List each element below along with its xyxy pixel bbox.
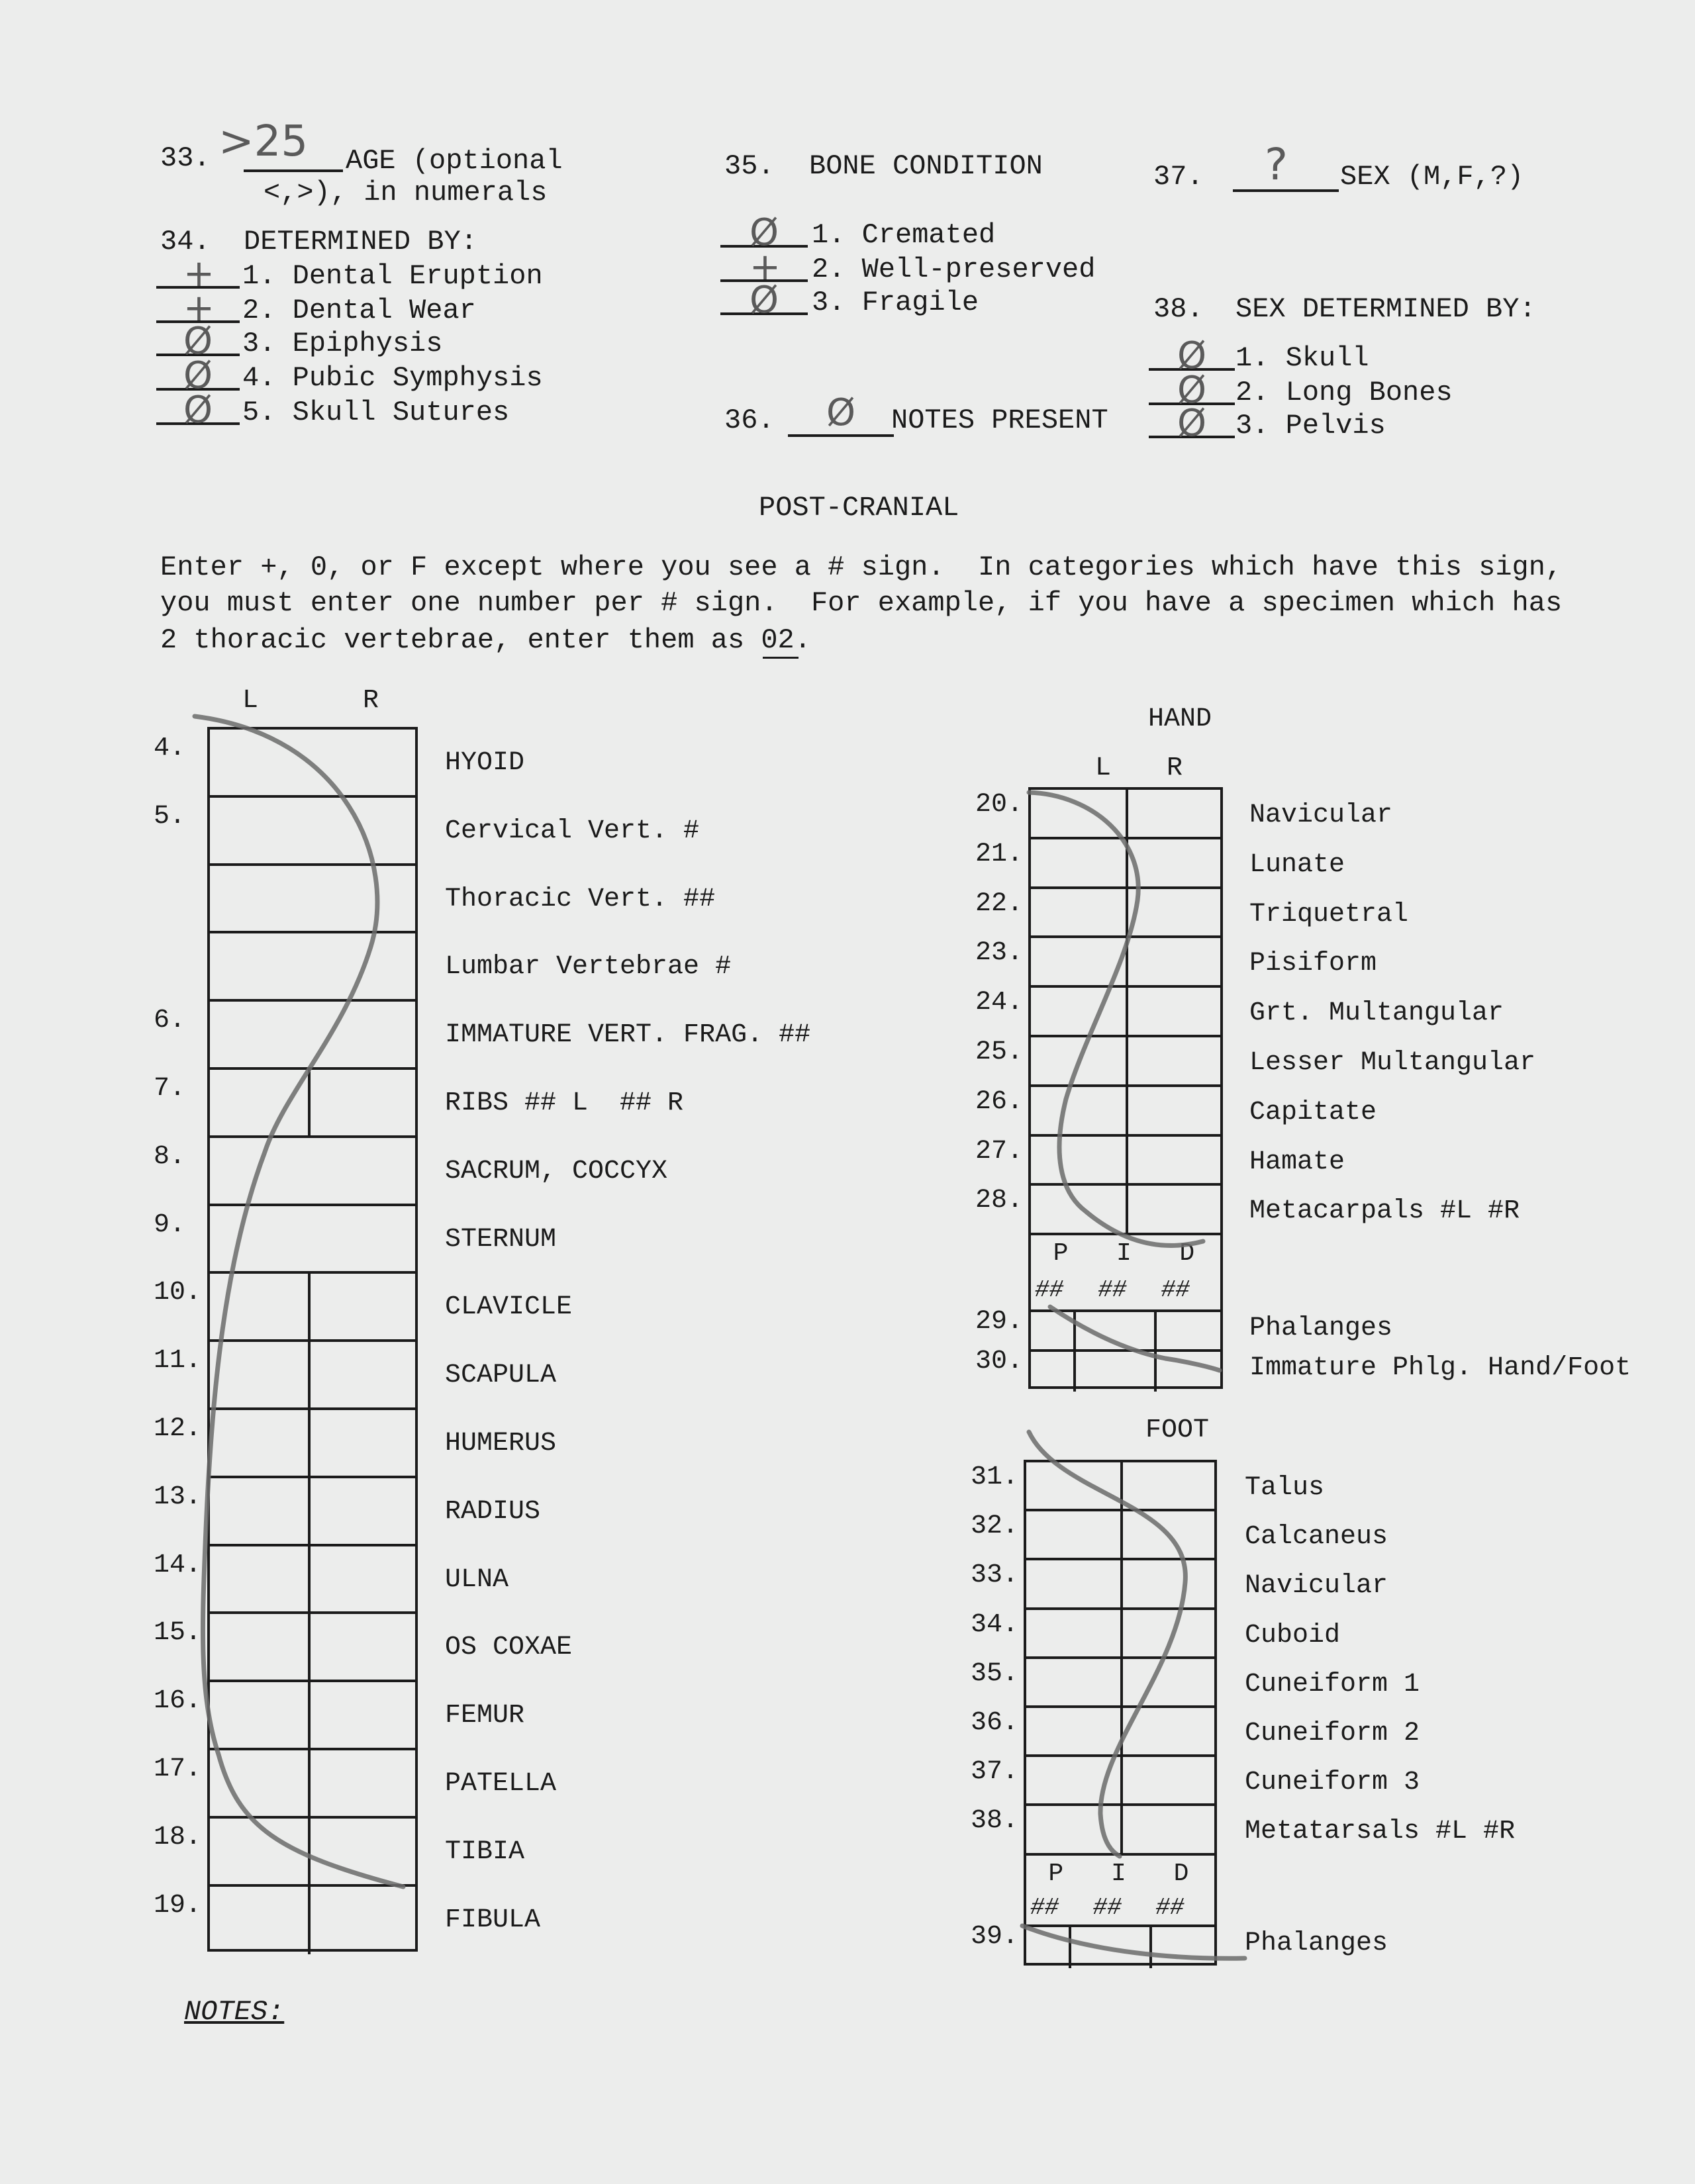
instructions-line-2: you must enter one number per # sign. For example, if you have a specimen which has	[160, 587, 1563, 619]
q35-item-label: 1. Cremated	[812, 219, 996, 251]
row-label: SCAPULA	[445, 1360, 557, 1391]
notes-present-blank	[788, 434, 894, 437]
left-side-cell[interactable]	[1026, 1560, 1120, 1609]
grid-row	[210, 931, 415, 1002]
row-number: 32.	[971, 1511, 1019, 1542]
row-number: 19.	[154, 1890, 202, 1921]
pid-number-sign: ##	[1161, 1276, 1190, 1304]
grid-row	[210, 999, 415, 1070]
grid-row	[210, 1271, 415, 1342]
pid-number-sign: ##	[1155, 1893, 1185, 1921]
right-side-cell[interactable]	[1128, 1137, 1220, 1186]
phalanges-cell[interactable]	[1031, 1352, 1073, 1392]
left-side-cell[interactable]	[1031, 1186, 1126, 1235]
right-side-cell[interactable]	[1123, 1610, 1214, 1659]
q37-number: 37.	[1153, 161, 1204, 193]
row-label: Hamate	[1249, 1147, 1345, 1177]
grid-row	[210, 1067, 415, 1138]
hand-phalanges-row	[1031, 1309, 1220, 1352]
hand-grid-row	[1031, 1084, 1220, 1137]
foot-grid-row	[1026, 1509, 1214, 1560]
row-label: Cuboid	[1245, 1620, 1341, 1650]
cell-divider	[1073, 1352, 1076, 1392]
phalanges-cell[interactable]	[1152, 1927, 1214, 1968]
left-side-cell[interactable]	[1026, 1610, 1120, 1659]
row-number: 30.	[975, 1347, 1024, 1377]
q34-mark[interactable]: +	[183, 252, 215, 295]
right-side-cell[interactable]	[1128, 938, 1220, 988]
foot-inventory-grid	[1024, 1460, 1217, 1966]
left-side-cell[interactable]	[1031, 938, 1126, 988]
q35-mark[interactable]: +	[750, 246, 781, 289]
foot-grid-row	[1026, 1607, 1214, 1659]
cell-divider	[1154, 1352, 1157, 1392]
q36-number: 36.	[724, 404, 775, 436]
row-label: SACRUM, COCCYX	[445, 1156, 668, 1186]
phalanges-cell[interactable]	[1076, 1352, 1154, 1392]
left-side-cell[interactable]	[210, 1750, 308, 1819]
q35-title: BONE CONDITION	[809, 150, 1043, 182]
row-number: 39.	[971, 1921, 1019, 1952]
grid-row	[210, 1748, 415, 1819]
hand-grid-row	[1031, 886, 1220, 939]
right-side-cell[interactable]	[311, 1682, 415, 1750]
q38-item-label: 2. Long Bones	[1235, 377, 1453, 408]
pid-number-sign: ##	[1030, 1893, 1059, 1921]
row-label: IMMATURE VERT. FRAG. ##	[445, 1020, 811, 1051]
right-side-cell[interactable]	[1123, 1806, 1214, 1855]
row-label: Talus	[1245, 1473, 1325, 1503]
grid-row	[210, 727, 415, 798]
q38-title: SEX DETERMINED BY:	[1235, 293, 1536, 325]
entry-cell[interactable]	[210, 1138, 415, 1206]
row-number: 20.	[975, 790, 1024, 820]
row-label: Metacarpals #L #R	[1249, 1196, 1520, 1227]
age-label-2: <,>), in numerals	[264, 177, 548, 209]
row-label: Lumbar Vertebrae #	[445, 952, 732, 982]
row-label: Phalanges	[1245, 1928, 1388, 1958]
age-value[interactable]: >25	[218, 117, 309, 166]
hand-grid-row	[1031, 935, 1220, 988]
left-side-cell[interactable]	[1031, 1137, 1126, 1186]
row-number: 9.	[154, 1210, 186, 1240]
grid-row	[210, 1680, 415, 1750]
q34-title: DETERMINED BY:	[244, 226, 477, 258]
q33-number: 33.	[160, 142, 211, 174]
q38-item-label: 1. Skull	[1235, 342, 1369, 374]
grid-row	[210, 795, 415, 866]
row-number: 28.	[975, 1186, 1024, 1216]
grid-row	[210, 1204, 415, 1274]
q34-item-label: 4. Pubic Symphysis	[242, 362, 543, 394]
right-side-cell[interactable]	[1128, 839, 1220, 889]
left-side-cell[interactable]	[210, 1342, 308, 1410]
q38-item-label: 3. Pelvis	[1235, 410, 1386, 442]
row-number: 36.	[971, 1708, 1019, 1738]
row-label: FIBULA	[445, 1905, 541, 1935]
foot-grid-row	[1026, 1705, 1214, 1757]
row-number: 13.	[154, 1482, 202, 1512]
q34-mark[interactable]: Ø	[183, 320, 213, 363]
row-label: Triquetral	[1249, 899, 1409, 929]
row-number: 21.	[975, 839, 1024, 869]
age-label: AGE (optional	[346, 145, 563, 177]
row-number: 17.	[154, 1754, 202, 1784]
row-number: 7.	[154, 1074, 186, 1104]
left-side-cell[interactable]	[210, 1682, 308, 1750]
left-side-cell[interactable]	[1026, 1708, 1120, 1757]
row-number: 24.	[975, 988, 1024, 1018]
row-number: 16.	[154, 1686, 202, 1717]
q38-number: 38.	[1153, 293, 1204, 325]
row-label: Lunate	[1249, 849, 1345, 880]
q35-number: 35.	[724, 150, 775, 182]
cell-divider	[1069, 1927, 1071, 1968]
row-number: 37.	[971, 1757, 1019, 1787]
q34-item-label: 3. Epiphysis	[242, 328, 443, 359]
row-label: Thoracic Vert. ##	[445, 884, 716, 914]
right-side-cell[interactable]	[311, 1546, 415, 1615]
row-number: 23.	[975, 938, 1024, 969]
row-label: Cuneiform 1	[1245, 1669, 1420, 1699]
row-number: 8.	[154, 1141, 186, 1172]
foot-grid-row	[1026, 1754, 1214, 1806]
left-side-cell[interactable]	[210, 1819, 308, 1887]
right-side-cell[interactable]	[1128, 1037, 1220, 1087]
entry-cell[interactable]	[210, 866, 415, 934]
right-side-cell[interactable]	[1128, 889, 1220, 939]
pid-number-sign: ##	[1098, 1276, 1127, 1304]
pid-label: D	[1173, 1859, 1189, 1888]
row-number: 14.	[154, 1550, 202, 1580]
row-label: Calcaneus	[1245, 1522, 1388, 1552]
left-side-cell[interactable]	[1031, 889, 1126, 939]
row-number: 38.	[971, 1806, 1019, 1836]
right-side-cell[interactable]	[1123, 1460, 1214, 1511]
foot-pid-header	[1026, 1853, 1214, 1927]
row-number: 27.	[975, 1136, 1024, 1166]
cell-divider	[1149, 1927, 1152, 1968]
left-side-cell[interactable]	[210, 1546, 308, 1615]
left-side-cell[interactable]	[1026, 1511, 1120, 1560]
left-side-cell[interactable]	[1031, 988, 1126, 1037]
right-side-cell[interactable]	[311, 1274, 415, 1342]
entry-cell[interactable]	[210, 1002, 415, 1070]
right-side-cell[interactable]	[311, 1750, 415, 1819]
right-side-cell[interactable]	[311, 1342, 415, 1410]
row-number: 11.	[154, 1346, 202, 1376]
grid-row	[210, 1816, 415, 1887]
hand-grid-row	[1031, 837, 1220, 889]
row-number: 12.	[154, 1414, 202, 1444]
row-number: 29.	[975, 1307, 1024, 1337]
left-side-cell[interactable]	[1031, 1087, 1126, 1137]
grid-row	[210, 1544, 415, 1615]
right-side-cell[interactable]	[311, 1070, 415, 1138]
pid-number-sign: ##	[1092, 1893, 1122, 1921]
hand-column-l-header: L	[1095, 753, 1112, 783]
hand-phalanges-row	[1031, 1349, 1220, 1392]
phalanges-cell[interactable]	[1157, 1352, 1220, 1392]
row-label: STERNUM	[445, 1224, 557, 1255]
row-label: CLAVICLE	[445, 1292, 573, 1323]
row-label: Grt. Multangular	[1249, 998, 1504, 1029]
foot-grid-row	[1026, 1460, 1214, 1511]
right-side-cell[interactable]	[1128, 988, 1220, 1037]
row-label: ULNA	[445, 1564, 509, 1595]
right-side-cell[interactable]	[311, 1410, 415, 1478]
instructions-line-3: 2 thoracic vertebrae, enter them as 02.	[160, 624, 811, 656]
right-side-cell[interactable]	[1123, 1708, 1214, 1757]
right-side-cell[interactable]	[1128, 1087, 1220, 1137]
q34-mark[interactable]: Ø	[183, 354, 213, 397]
hand-column-r-header: R	[1167, 753, 1183, 783]
left-side-cell[interactable]	[210, 1614, 308, 1682]
skeleton-inventory-grid	[207, 727, 418, 1952]
row-number: 6.	[154, 1006, 186, 1036]
grid-row	[210, 1611, 415, 1682]
hand-grid-row	[1031, 787, 1220, 839]
row-label: Cuneiform 3	[1245, 1768, 1420, 1798]
notes-present-label: NOTES PRESENT	[891, 404, 1108, 436]
row-number: 5.	[154, 801, 186, 831]
row-number: 4.	[154, 734, 186, 763]
right-side-cell[interactable]	[1123, 1511, 1214, 1560]
left-side-cell[interactable]	[210, 1274, 308, 1342]
right-side-cell[interactable]	[1128, 1186, 1220, 1235]
cell-divider	[1073, 1312, 1076, 1352]
q35-mark[interactable]: Ø	[750, 211, 779, 254]
left-side-cell[interactable]	[1026, 1806, 1120, 1855]
pid-label: I	[1116, 1239, 1132, 1268]
row-label: Cervical Vert. #	[445, 816, 700, 846]
row-label: Pisiform	[1249, 949, 1377, 979]
hand-grid-row	[1031, 1183, 1220, 1235]
grid-row	[210, 1884, 415, 1955]
row-number: 33.	[971, 1560, 1019, 1591]
instructions-line-1: Enter +, 0, or F except where you see a # sign. In categories which have this sign,	[160, 551, 1563, 583]
row-number: 34.	[971, 1609, 1019, 1640]
right-side-cell[interactable]	[311, 1614, 415, 1682]
left-side-cell[interactable]	[1026, 1460, 1120, 1511]
hand-inventory-grid	[1028, 787, 1223, 1389]
right-side-cell[interactable]	[1123, 1659, 1214, 1708]
foot-grid-row	[1026, 1803, 1214, 1855]
left-side-cell[interactable]	[1026, 1757, 1120, 1806]
row-label: Cuneiform 2	[1245, 1719, 1420, 1748]
hand-grid-row	[1031, 985, 1220, 1037]
row-number: 10.	[154, 1278, 202, 1308]
sex-value[interactable]: ?	[1265, 139, 1288, 190]
hand-grid-row	[1031, 1134, 1220, 1186]
foot-phalanges-row	[1026, 1924, 1214, 1968]
entry-cell[interactable]	[210, 727, 415, 798]
row-label: PATELLA	[445, 1769, 557, 1799]
row-number: 31.	[971, 1462, 1019, 1492]
row-number: 15.	[154, 1618, 202, 1648]
left-side-cell[interactable]	[1031, 839, 1126, 889]
grid-row	[210, 1135, 415, 1206]
row-number: 26.	[975, 1086, 1024, 1117]
row-label: OS COXAE	[445, 1633, 573, 1663]
q34-item-label: 2. Dental Wear	[242, 295, 476, 326]
cell-divider	[1154, 1312, 1157, 1352]
row-label: FEMUR	[445, 1701, 525, 1731]
row-label: Navicular	[1249, 800, 1393, 830]
pid-label: P	[1053, 1239, 1069, 1268]
q35-item-label: 2. Well-preserved	[812, 254, 1096, 285]
right-side-cell[interactable]	[311, 1478, 415, 1546]
age-blank	[244, 169, 343, 172]
row-label: Metatarsals #L #R	[1245, 1817, 1516, 1847]
grid-row	[210, 1476, 415, 1546]
notes-label: NOTES:	[184, 1996, 285, 2028]
row-label: Navicular	[1245, 1571, 1388, 1601]
entry-cell[interactable]	[210, 933, 415, 1002]
entry-cell[interactable]	[210, 798, 415, 866]
q35-item-label: 3. Fragile	[812, 287, 979, 318]
left-side-cell[interactable]	[210, 1887, 308, 1955]
pid-label: D	[1179, 1239, 1195, 1268]
column-r-header: R	[363, 686, 379, 716]
row-label: Capitate	[1249, 1097, 1377, 1127]
notes-present-value[interactable]: Ø	[826, 391, 856, 434]
foot-title: FOOT	[1145, 1415, 1210, 1445]
phalanges-cell[interactable]	[1031, 1312, 1073, 1352]
hand-grid-row	[1031, 1035, 1220, 1087]
foot-grid-row	[1026, 1656, 1214, 1708]
phalanges-cell[interactable]	[1076, 1312, 1154, 1352]
right-side-cell[interactable]	[1123, 1757, 1214, 1806]
left-side-cell[interactable]	[1026, 1659, 1120, 1708]
row-label: TIBIA	[445, 1836, 525, 1867]
pid-label: P	[1048, 1859, 1064, 1888]
q38-mark[interactable]: Ø	[1177, 369, 1207, 412]
entry-cell[interactable]	[210, 1206, 415, 1274]
grid-row	[210, 1339, 415, 1410]
right-side-cell[interactable]	[1123, 1560, 1214, 1609]
phalanges-cell[interactable]	[1026, 1927, 1069, 1968]
row-number: 25.	[975, 1037, 1024, 1067]
pid-number-sign: ##	[1035, 1276, 1064, 1304]
q34-mark[interactable]: +	[183, 287, 215, 330]
row-label: Lesser Multangular	[1249, 1048, 1536, 1078]
q34-item-label: 1. Dental Eruption	[242, 260, 543, 292]
left-side-cell[interactable]	[1031, 787, 1126, 839]
example-underline	[763, 657, 799, 659]
right-side-cell[interactable]	[1128, 787, 1220, 839]
row-number: 35.	[971, 1658, 1019, 1689]
hand-title: HAND	[1148, 704, 1212, 734]
phalanges-cell[interactable]	[1157, 1312, 1220, 1352]
row-label: RADIUS	[445, 1496, 541, 1527]
left-side-cell[interactable]	[210, 1070, 308, 1138]
q35-mark[interactable]: Ø	[750, 279, 779, 322]
left-side-cell[interactable]	[210, 1410, 308, 1478]
left-side-cell[interactable]	[210, 1478, 308, 1546]
row-label: RIBS ## L ## R	[445, 1088, 684, 1118]
row-label: Immature Phlg. Hand/Foot	[1249, 1353, 1631, 1384]
grid-row	[210, 1407, 415, 1478]
row-label: Phalanges	[1249, 1313, 1393, 1344]
foot-grid-row	[1026, 1558, 1214, 1609]
pid-label: I	[1111, 1859, 1126, 1888]
q38-mark[interactable]: Ø	[1177, 402, 1207, 445]
row-number: 22.	[975, 888, 1024, 919]
right-side-cell[interactable]	[311, 1819, 415, 1887]
right-side-cell[interactable]	[311, 1887, 415, 1955]
q34-number: 34.	[160, 226, 211, 258]
phalanges-cell[interactable]	[1071, 1927, 1149, 1968]
section-title-post-cranial: POST-CRANIAL	[759, 492, 959, 524]
row-label: HUMERUS	[445, 1429, 557, 1458]
q34-mark[interactable]: Ø	[183, 389, 213, 432]
grid-row	[210, 863, 415, 934]
q34-item-label: 5. Skull Sutures	[242, 397, 510, 428]
sex-label: SEX (M,F,?)	[1340, 161, 1524, 193]
column-l-header: L	[242, 686, 259, 716]
hand-pid-header	[1031, 1233, 1220, 1312]
left-side-cell[interactable]	[1031, 1037, 1126, 1087]
row-number: 18.	[154, 1822, 202, 1852]
row-label: HYOID	[445, 748, 525, 778]
q38-mark[interactable]: Ø	[1177, 334, 1207, 377]
